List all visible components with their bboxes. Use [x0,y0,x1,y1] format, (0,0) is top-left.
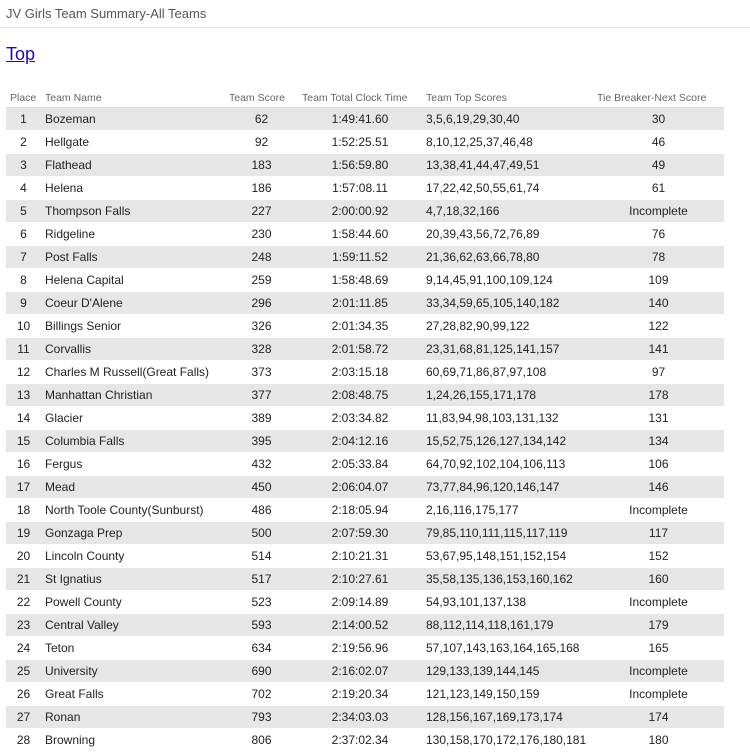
cell-total-clock-time: 2:03:15.18 [298,361,422,384]
cell-tie-breaker: 140 [593,292,724,315]
cell-team-score: 500 [225,522,298,545]
cell-team-name: Mead [41,476,225,499]
cell-team-name: Glacier [41,407,225,430]
table-row [6,430,724,453]
cell-place: 26 [6,683,41,706]
cell-team-score: 486 [225,499,298,522]
cell-team-top-scores: 21,36,62,63,66,78,80 [422,246,593,269]
cell-team-score: 793 [225,706,298,729]
cell-tie-breaker: 61 [593,177,724,200]
cell-team-score: 514 [225,545,298,568]
cell-team-name: Ronan [41,706,225,729]
cell-place: 1 [6,108,41,131]
cell-place: 15 [6,430,41,453]
cell-tie-breaker: 174 [593,706,724,729]
cell-team-name: Columbia Falls [41,430,225,453]
cell-tie-breaker: 178 [593,384,724,407]
cell-team-score: 328 [225,338,298,361]
table-row [6,154,724,177]
table-row [6,729,724,752]
cell-total-clock-time: 2:37:02.34 [298,729,422,752]
cell-tie-breaker: 165 [593,637,724,660]
cell-team-score: 523 [225,591,298,614]
page-title: JV Girls Team Summary-All Teams [0,0,750,28]
cell-place: 24 [6,637,41,660]
table-row [6,453,724,476]
cell-tie-breaker: 134 [593,430,724,453]
cell-place: 25 [6,660,41,683]
cell-team-top-scores: 57,107,143,163,164,165,168 [422,637,593,660]
cell-team-name: Charles M Russell(Great Falls) [41,361,225,384]
cell-team-name: Hellgate [41,131,225,154]
cell-team-score: 373 [225,361,298,384]
table-row [6,706,724,729]
table-row [6,522,724,545]
cell-team-name: Billings Senior [41,315,225,338]
cell-tie-breaker: 179 [593,614,724,637]
cell-team-name: Fergus [41,453,225,476]
cell-total-clock-time: 2:19:20.34 [298,683,422,706]
cell-team-name: Helena [41,177,225,200]
cell-total-clock-time: 2:01:58.72 [298,338,422,361]
cell-team-score: 702 [225,683,298,706]
cell-place: 28 [6,729,41,752]
cell-team-score: 248 [225,246,298,269]
cell-tie-breaker: 141 [593,338,724,361]
cell-place: 9 [6,292,41,315]
cell-team-name: Post Falls [41,246,225,269]
cell-place: 20 [6,545,41,568]
table-row [6,683,724,706]
cell-team-top-scores: 33,34,59,65,105,140,182 [422,292,593,315]
table-row [6,200,724,223]
cell-team-score: 450 [225,476,298,499]
cell-total-clock-time: 2:14:00.52 [298,614,422,637]
cell-team-top-scores: 8,10,12,25,37,46,48 [422,131,593,154]
cell-team-name: Thompson Falls [41,200,225,223]
cell-team-top-scores: 3,5,6,19,29,30,40 [422,108,593,131]
cell-team-score: 92 [225,131,298,154]
cell-tie-breaker: 30 [593,108,724,131]
cell-team-name: Powell County [41,591,225,614]
cell-team-top-scores: 20,39,43,56,72,76,89 [422,223,593,246]
cell-total-clock-time: 1:58:48.69 [298,269,422,292]
cell-total-clock-time: 2:10:27.61 [298,568,422,591]
cell-team-name: North Toole County(Sunburst) [41,499,225,522]
cell-team-score: 326 [225,315,298,338]
cell-team-score: 186 [225,177,298,200]
cell-place: 10 [6,315,41,338]
cell-total-clock-time: 2:06:04.07 [298,476,422,499]
cell-team-score: 593 [225,614,298,637]
cell-total-clock-time: 1:57:08.11 [298,177,422,200]
table-row [6,637,724,660]
table-row [6,660,724,683]
cell-total-clock-time: 2:16:02.07 [298,660,422,683]
cell-total-clock-time: 1:49:41.60 [298,108,422,131]
cell-team-name: Flathead [41,154,225,177]
cell-place: 14 [6,407,41,430]
cell-team-score: 227 [225,200,298,223]
cell-total-clock-time: 2:03:34.82 [298,407,422,430]
cell-team-name: Ridgeline [41,223,225,246]
table-row [6,614,724,637]
cell-place: 16 [6,453,41,476]
cell-team-name: Browning [41,729,225,752]
cell-team-top-scores: 88,112,114,118,161,179 [422,614,593,637]
cell-team-name: Teton [41,637,225,660]
table-row [6,269,724,292]
cell-team-name: Great Falls [41,683,225,706]
cell-team-name: University [41,660,225,683]
cell-team-top-scores: 27,28,82,90,99,122 [422,315,593,338]
table-row [6,292,724,315]
table-row [6,177,724,200]
cell-team-top-scores: 79,85,110,111,115,117,119 [422,522,593,545]
cell-total-clock-time: 2:01:34.35 [298,315,422,338]
cell-place: 11 [6,338,41,361]
header-team-top-scores: Team Top Scores [422,88,593,108]
cell-place: 13 [6,384,41,407]
cell-team-top-scores: 1,24,26,155,171,178 [422,384,593,407]
cell-tie-breaker: 49 [593,154,724,177]
cell-team-name: Bozeman [41,108,225,131]
cell-tie-breaker: 131 [593,407,724,430]
cell-team-score: 296 [225,292,298,315]
cell-place: 23 [6,614,41,637]
cell-place: 2 [6,131,41,154]
table-row [6,223,724,246]
cell-team-top-scores: 17,22,42,50,55,61,74 [422,177,593,200]
cell-team-name: Helena Capital [41,269,225,292]
cell-team-score: 690 [225,660,298,683]
table-row [6,407,724,430]
cell-total-clock-time: 2:04:12.16 [298,430,422,453]
cell-team-score: 62 [225,108,298,131]
cell-total-clock-time: 2:00:00.92 [298,200,422,223]
cell-total-clock-time: 2:09:14.89 [298,591,422,614]
cell-place: 7 [6,246,41,269]
cell-tie-breaker: Incomplete [593,660,724,683]
cell-total-clock-time: 1:59:11.52 [298,246,422,269]
table-row [6,361,724,384]
header-tie-breaker: Tie Breaker-Next Score [593,88,724,108]
cell-team-top-scores: 121,123,149,150,159 [422,683,593,706]
cell-tie-breaker: 117 [593,522,724,545]
cell-team-name: St Ignatius [41,568,225,591]
cell-team-top-scores: 15,52,75,126,127,134,142 [422,430,593,453]
cell-team-score: 517 [225,568,298,591]
cell-tie-breaker: Incomplete [593,591,724,614]
cell-team-name: Central Valley [41,614,225,637]
team-summary-table [6,88,724,752]
cell-tie-breaker: 122 [593,315,724,338]
cell-place: 22 [6,591,41,614]
cell-tie-breaker: 109 [593,269,724,292]
cell-team-top-scores: 2,16,116,175,177 [422,499,593,522]
cell-team-top-scores: 129,133,139,144,145 [422,660,593,683]
header-team-name: Team Name [41,88,225,108]
cell-team-top-scores: 13,38,41,44,47,49,51 [422,154,593,177]
cell-place: 27 [6,706,41,729]
cell-team-name: Corvallis [41,338,225,361]
header-place: Place [6,88,41,108]
cell-team-score: 634 [225,637,298,660]
cell-team-score: 377 [225,384,298,407]
cell-total-clock-time: 1:52:25.51 [298,131,422,154]
cell-team-top-scores: 4,7,18,32,166 [422,200,593,223]
cell-team-top-scores: 73,77,84,96,120,146,147 [422,476,593,499]
cell-team-score: 432 [225,453,298,476]
cell-team-top-scores: 53,67,95,148,151,152,154 [422,545,593,568]
cell-team-score: 395 [225,430,298,453]
cell-team-score: 389 [225,407,298,430]
cell-place: 3 [6,154,41,177]
cell-team-top-scores: 54,93,101,137,138 [422,591,593,614]
cell-total-clock-time: 2:08:48.75 [298,384,422,407]
cell-place: 8 [6,269,41,292]
cell-total-clock-time: 2:01:11.85 [298,292,422,315]
cell-team-score: 183 [225,154,298,177]
cell-place: 17 [6,476,41,499]
cell-tie-breaker: 146 [593,476,724,499]
header-team-score: Team Score [225,88,298,108]
cell-team-top-scores: 60,69,71,86,87,97,108 [422,361,593,384]
cell-tie-breaker: Incomplete [593,683,724,706]
cell-team-name: Coeur D'Alene [41,292,225,315]
table-row [6,131,724,154]
cell-total-clock-time: 1:56:59.80 [298,154,422,177]
cell-total-clock-time: 2:19:56.96 [298,637,422,660]
cell-place: 5 [6,200,41,223]
cell-place: 12 [6,361,41,384]
cell-place: 19 [6,522,41,545]
cell-tie-breaker: 180 [593,729,724,752]
cell-place: 21 [6,568,41,591]
cell-team-score: 806 [225,729,298,752]
cell-team-top-scores: 35,58,135,136,153,160,162 [422,568,593,591]
table-row [6,591,724,614]
cell-place: 4 [6,177,41,200]
cell-total-clock-time: 1:58:44.60 [298,223,422,246]
cell-total-clock-time: 2:05:33.84 [298,453,422,476]
cell-total-clock-time: 2:34:03.03 [298,706,422,729]
cell-team-name: Gonzaga Prep [41,522,225,545]
cell-tie-breaker: 152 [593,545,724,568]
table-row [6,545,724,568]
cell-tie-breaker: 106 [593,453,724,476]
cell-total-clock-time: 2:18:05.94 [298,499,422,522]
cell-team-name: Lincoln County [41,545,225,568]
cell-tie-breaker: Incomplete [593,200,724,223]
table-row [6,476,724,499]
table-row [6,568,724,591]
table-row [6,108,724,131]
cell-team-top-scores: 11,83,94,98,103,131,132 [422,407,593,430]
cell-team-top-scores: 130,158,170,172,176,180,181 [422,729,593,752]
cell-total-clock-time: 2:07:59.30 [298,522,422,545]
table-row [6,246,724,269]
table-row [6,384,724,407]
cell-team-score: 230 [225,223,298,246]
cell-total-clock-time: 2:10:21.31 [298,545,422,568]
cell-team-top-scores: 9,14,45,91,100,109,124 [422,269,593,292]
cell-place: 18 [6,499,41,522]
cell-tie-breaker: 78 [593,246,724,269]
table-row [6,338,724,361]
cell-team-top-scores: 23,31,68,81,125,141,157 [422,338,593,361]
cell-tie-breaker: 76 [593,223,724,246]
cell-team-score: 259 [225,269,298,292]
header-total-clock-time: Team Total Clock Time [298,88,422,108]
table-row [6,499,724,522]
cell-team-top-scores: 64,70,92,102,104,106,113 [422,453,593,476]
table-header-row [6,88,724,108]
cell-team-name: Manhattan Christian [41,384,225,407]
cell-tie-breaker: 46 [593,131,724,154]
cell-tie-breaker: 97 [593,361,724,384]
cell-place: 6 [6,223,41,246]
table-row [6,315,724,338]
cell-tie-breaker: Incomplete [593,499,724,522]
cell-team-top-scores: 128,156,167,169,173,174 [422,706,593,729]
cell-tie-breaker: 160 [593,568,724,591]
top-link[interactable]: Top [6,44,36,64]
